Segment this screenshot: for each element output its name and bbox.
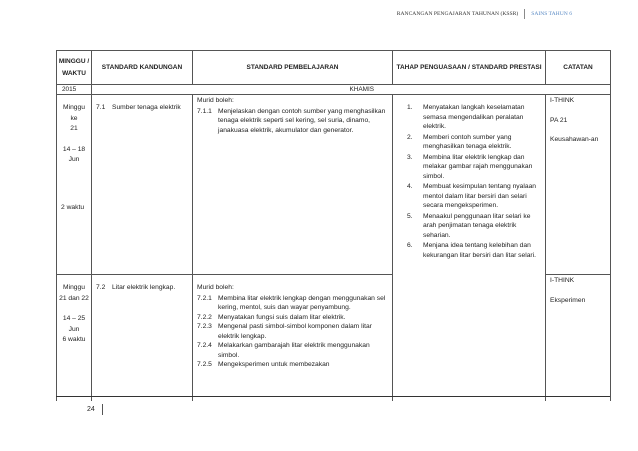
document-title: RANCANGAN PENGAJARAN TAHUNAN (KSSR) <box>396 11 519 17</box>
list-item: 7.2.5 Mengeksperimen untuk membezakan <box>197 361 330 369</box>
col-header-tahap-penguasaan: TAHAP PENGUASAAN / STANDARD PRESTASI <box>393 51 546 85</box>
header-divider <box>524 9 525 19</box>
tahap-penguasaan-list <box>407 103 541 260</box>
standard-pembelajaran-cell: Murid boleh: 7.2.1 Membina litar elektrik lengkap dengan menggunakan sel kering, mentol, suis dan wayar penyambung. 7.2.2 Menyatakan fungsi suis dalam litar elektrik. 7.2.3 Mengenal pasti simbol-simbol komponen dalam litar elektrik lengkap. 7.2.4 Melakarkan gambarajah litar elektrik menggunakan simbol. 7.2.5 Mengeksperimen untuk membezakan <box>193 275 393 401</box>
catatan-cell: I-THINK PA 21 Keusahawan-an <box>546 95 611 275</box>
standard-kandungan-cell: 7.2 Litar elektrik lengkap. <box>92 275 193 401</box>
page-number: 24 <box>87 406 95 413</box>
col-header-standard-kandungan: STANDARD KANDUNGAN <box>92 51 193 85</box>
day-cell: KHAMIS <box>92 85 611 95</box>
list-item: 4. Membuat kesimpulan tentang nyalaan mentol dalam litar bersiri dan selari secara mengeksperimen. <box>407 183 537 210</box>
standard-pembelajaran-cell: Murid boleh: 7.1.1 Menjelaskan dengan contoh sumber yang menghasilkan tenaga elektrik seperti sel kering, sel suria, dinamo, janakuasa elektrik, akumulator dan generator. <box>193 95 393 275</box>
footer-divider <box>56 396 610 397</box>
footer-bar <box>102 404 103 415</box>
standard-kandungan-cell: 7.1 Sumber tenaga elektrik <box>92 95 193 275</box>
time-allocation: 2 waktu <box>61 203 85 211</box>
list-item: 7.2.1 Membina litar elektrik lengkap dengan menggunakan sel kering, mentol, suis dan wayar penyambung. <box>197 294 386 312</box>
page-footer <box>87 404 103 415</box>
col-header-standard-pembelajaran: STANDARD PEMBELAJARAN <box>193 51 393 85</box>
week-cell: Minggu ke 21 14 – 18 Jun 2 waktu <box>57 95 92 275</box>
list-item: 7.2.4 Melakarkan gambarajah litar elektrik menggunakan simbol. <box>197 342 370 359</box>
header-row <box>57 51 611 85</box>
year-row <box>57 85 611 95</box>
page-header <box>397 9 572 19</box>
year-cell: 2015 <box>57 85 92 95</box>
list-item: 7.2.3 Mengenal pasti simbol-simbol komponen dalam litar elektrik lengkap. <box>197 323 372 340</box>
list-item: 1. Menyatakan langkah keselamatan semasa mengendalikan peralatan elektrik. <box>407 104 525 131</box>
col-header-minggu: MINGGU / WAKTU <box>57 51 92 85</box>
week-cell: Minggu 21 dan 22 14 – 25 Jun 6 waktu <box>57 275 92 401</box>
tahap-penguasaan-cell <box>393 95 546 401</box>
subject-label: SAINS TAHUN 6 <box>531 11 572 17</box>
list-item: 3. Membina litar elektrik lengkap dan melakar gambar rajah menggunakan simbol. <box>407 153 533 180</box>
catatan-cell: I-THINK Eksperimen <box>546 275 611 401</box>
table-row <box>57 95 611 275</box>
list-item: 6. Menjana idea tentang kelebihan dan kekurangan litar bersiri dan litar selari. <box>407 242 536 259</box>
time-allocation: 6 waktu <box>62 336 86 344</box>
lesson-plan-table <box>56 50 611 401</box>
list-item: 7.2.2 Menyatakan fungsi suis dalam litar elektrik. <box>197 313 346 321</box>
col-header-catatan: CATATAN <box>546 51 611 85</box>
list-item: 5. Menaakul penggunaan litar selari ke arah penjimatan tenaga elektrik seharian. <box>407 212 531 239</box>
list-item: 2. Memberi contoh sumber yang menghasilkan tenaga elektrik. <box>407 133 512 151</box>
list-item: 7.1.1 Menjelaskan dengan contoh sumber yang menghasilkan tenaga elektrik seperti sel kering, sel suria, dinamo, janakuasa elektrik, akumulator dan generator. <box>197 107 386 134</box>
